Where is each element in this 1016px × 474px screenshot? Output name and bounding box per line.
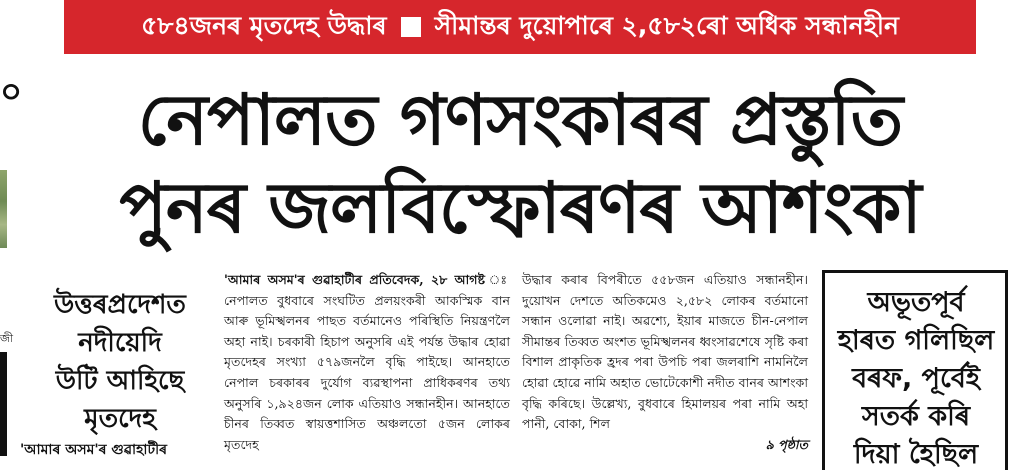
side-story-headline [20, 286, 220, 438]
article-byline: 'আমাৰ অসম'ৰ গুৱাহাটীৰ প্ৰতিবেদক, ২৮ আগষ্ট [224, 272, 486, 287]
article-column-2 [522, 270, 808, 455]
headline-line-2: পুনৰ জলবিস্ফোৰণৰ আশংকা [119, 167, 921, 249]
cropped-neighbour-text: ০ [0, 72, 23, 112]
cropped-caption: জী [0, 332, 13, 345]
side-headline-line: মৃতদেহ [84, 404, 156, 434]
main-headline [60, 76, 980, 252]
article-body-part-2: উদ্ধাৰ কৰাৰ বিপৰীতে ৫৫৮জন এতিয়াও সন্ধানহীন। দুয়োখন দেশতে অতিকমেও ২,৫৮২ লোকৰ বৰ্তমানো সন্ধান ওলোৱা নাই। অৱশ্যে, ইয়াৰ মাজতে চীন-নেপাল সীমান্তৰ তিব্বত অংশত ভূমিস্খলনৰ ধ্বংসাৱশেষে সৃষ্টি কৰা বিশাল প্ৰাকৃতিক হ্ৰদৰ পৰা উপচি পৰা জলৰাশি নামনিলৈ হোৱা হোৱে নামি অহাত ভোটেকোশী নদীত বানৰ আশংকা বৃদ্ধি কৰিছে। উল্লেখ্য, বুধবাৰে হিমালয়ৰ পৰা নামি অহা পানী, বোকা, শিল [522, 272, 808, 432]
headline-line-1: নেপালত গণসংকাৰৰ প্ৰস্তুতি [137, 79, 903, 161]
continued-on-page: ৯ পৃষ্ঠাত [765, 436, 808, 452]
side-story-byline: 'আমাৰ অসম'ৰ গুৱাহাটীৰ [20, 442, 167, 458]
box-headline-line: বৰফ, পূৰ্বেই [852, 363, 980, 394]
box-headline-line: দিয়া হৈছিল [853, 439, 979, 470]
side-headline-line: উটি আহিছে [55, 366, 185, 396]
article-column-1 [224, 270, 510, 455]
kicker-left-text: ৫৮৪জনৰ মৃতদেহ উদ্ধাৰ [141, 10, 387, 40]
kicker-banner [64, 0, 976, 54]
box-headline-line: হাৰত গলিছিল [837, 325, 995, 356]
cropped-column-rule [0, 352, 7, 456]
side-headline-line: উত্তৰপ্ৰদেশত [54, 290, 186, 320]
article-body-part-1: নেপালত বুধবাৰে সংঘটিত প্ৰলয়ংকৰী আকস্মিক বান আৰু ভূমিস্খলনৰ পাছত বৰ্তমানেও পৰিস্থিতি নিয়ন্ত্ৰণলৈ অহা নাই। চৰকাৰী হিচাপ অনুসৰি এই পৰ্যন্ত উদ্ধাৰ হোৱা মৃতদেহৰ সংখ্যা ৫৭৯জনলৈ বৃদ্ধি পাইছে। আনহাতে নেপাল চৰকাৰৰ দুৰ্যোগ ব্যৱস্থাপনা প্ৰাধিকৰণৰ তথ্য অনুসৰি ১,৯২৪জন লোক এতিয়াও সন্ধানহীন। আনহাতে চীনৰ তিব্বত স্বায়ত্তশাসিত অঞ্চলতো ৫জন লোকৰ মৃতদেহ [224, 292, 510, 452]
cropped-photo [0, 170, 7, 248]
boxed-story-headline [830, 284, 1002, 474]
square-bullet-icon [401, 17, 421, 37]
side-headline-line: নদীয়েদি [78, 328, 162, 358]
kicker-right-text: সীমান্তৰ দুয়োপাৰে ২,৫৮২ৰো অধিক সন্ধানহীন [434, 10, 899, 40]
box-headline-line: সতৰ্ক কৰি [861, 401, 971, 432]
box-headline-line: অভূতপূৰ্ব [867, 287, 965, 318]
